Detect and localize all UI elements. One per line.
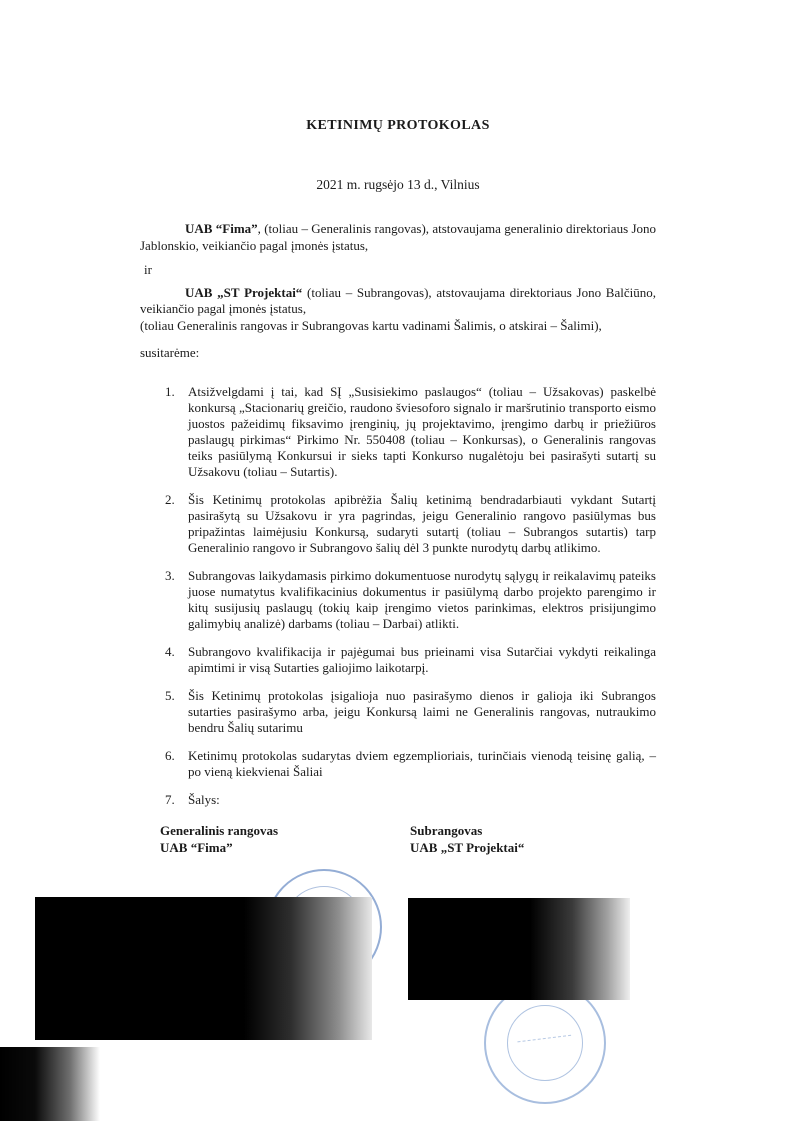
document-content [140, 0, 656, 866]
stamp-illegible-text [517, 1035, 572, 1054]
clause-text: Šis Ketinimų protokolas apibrėžia Šalių ketinimą bendradarbiauti vykdant Sutartį pasirašytą su Užsakovu ir yra pagrindas, jeigu Generalinio rangovo pasiūlymas bus pripažintas laimėjusiu Konkursą, sudaryti sutartį (toliau – Subrangos sutartis) tarp Generalinio rangovo ir Subrangovo šalių dėl 3 punkte nurodytų darbų atlikimo. [188, 491, 656, 555]
party2-paragraph [140, 285, 656, 318]
clause-text: Ketinimų protokolas sudarytas dviem egzemplioriais, turinčiais vienodą teisinę galią, – po vieną kiekvienai Šaliai [188, 747, 656, 779]
dateline: 2021 m. rugsėjo 13 d., Vilnius [316, 177, 480, 192]
party2-name: UAB „ST Projektai“ [185, 284, 303, 300]
redaction-box-left-signature [35, 897, 372, 1040]
signature-right-role: Subrangovas [410, 822, 483, 838]
clause-item-3 [140, 568, 656, 632]
redaction-box-bottom-corner [0, 1047, 100, 1121]
signature-right-company: UAB „ST Projektai“ [410, 839, 525, 855]
document-title: KETINIMŲ PROTOKOLAS [306, 118, 490, 133]
signature-left-company: UAB “Fima” [160, 839, 233, 855]
clause-text: Šalys: [188, 791, 220, 807]
party1-name: UAB “Fima” [185, 221, 258, 236]
clause-number: 2. [165, 491, 175, 507]
signature-left-role: Generalinis rangovas [160, 822, 279, 838]
clause-number: 4. [165, 643, 175, 659]
signature-left [160, 822, 278, 856]
clause-text: Subrangovas laikydamasis pirkimo dokumentuose nurodytų sąlygų ir reikalavimų pateiks juose numatytus kvalifikacinius dokumentus ir pasiūlymą darbo projekto parengimo ir kitų susijusių paslaugų (tokių kaip įrengimo vietos parinkimas, elektros prisijungimo galimybių analizė) darbams (toliau – Darbai) atlikti. [188, 567, 656, 631]
clause-item-7 [140, 792, 656, 808]
clause-item-1 [140, 384, 656, 480]
clauses-list [140, 384, 656, 808]
party1-paragraph [140, 221, 656, 254]
clause-number: 5. [165, 687, 175, 703]
clause-number: 3. [165, 567, 175, 583]
blue-stamp-bottom-icon [484, 982, 606, 1104]
clause-number: 6. [165, 747, 175, 763]
conjunction-word: ir [144, 262, 152, 277]
clause-text: Subrangovo kvalifikacija ir pajėgumai bus prieinami visa Sutarčiai vykdyti reikalinga apimtimi ir visą Sutarties galiojimo laikotarpį. [188, 643, 656, 675]
clause-number: 1. [165, 383, 175, 399]
clause-item-2 [140, 492, 656, 556]
clause-number: 7. [165, 791, 175, 807]
agreement-word: susitarėme: [140, 345, 200, 360]
signature-block [140, 822, 656, 866]
clause-item-4 [140, 644, 656, 676]
party2-text: (toliau – Subrangovas), atstovaujama direktoriaus Jono Balčiūno, veikiančio pagal įmonės įstatus, [140, 284, 656, 316]
clause-item-5 [140, 688, 656, 736]
signature-right [410, 822, 524, 856]
redaction-box-right-signature [408, 898, 630, 1000]
party1-text: , (toliau – Generalinis rangovas), atstovaujama generalinio direktoriaus Jono Jablonskio, veikiančio pagal įmonės įstatus, [140, 221, 656, 253]
clause-text: Atsižvelgdami į tai, kad SĮ „Susisiekimo paslaugos“ (toliau – Užsakovas) paskelbė konkursą „Stacionarių greičio, raudono šviesoforo signalo ir maršrutinio transporto eismo juostos pažeidimų fiksavimo įrenginių, jų projektavimo, įrengimo darbų ir priežiūros paslaugų pirkimas“ Pirkimo Nr. 550408 (toliau – Konkursas), o Generalinis rangovas teiks pasiūlymą Konkursui ir sieks tapti Konkurso nugalėtoju bei pasirašyti sutartį su Užsakovu (toliau – Sutartis). [188, 383, 656, 479]
clause-text: Šis Ketinimų protokolas įsigalioja nuo pasirašymo dienos ir galioja iki Subrangos sutarties pasirašymo arba, jeigu Konkursą laimi ne Generalinis rangovas, nutraukimo bendru Šalių sutarimu [188, 687, 656, 735]
clause-item-6 [140, 748, 656, 780]
parties-note: (toliau Generalinis rangovas ir Subrangovas kartu vadinami Šalimis, o atskirai – Šalimi), [140, 317, 602, 333]
